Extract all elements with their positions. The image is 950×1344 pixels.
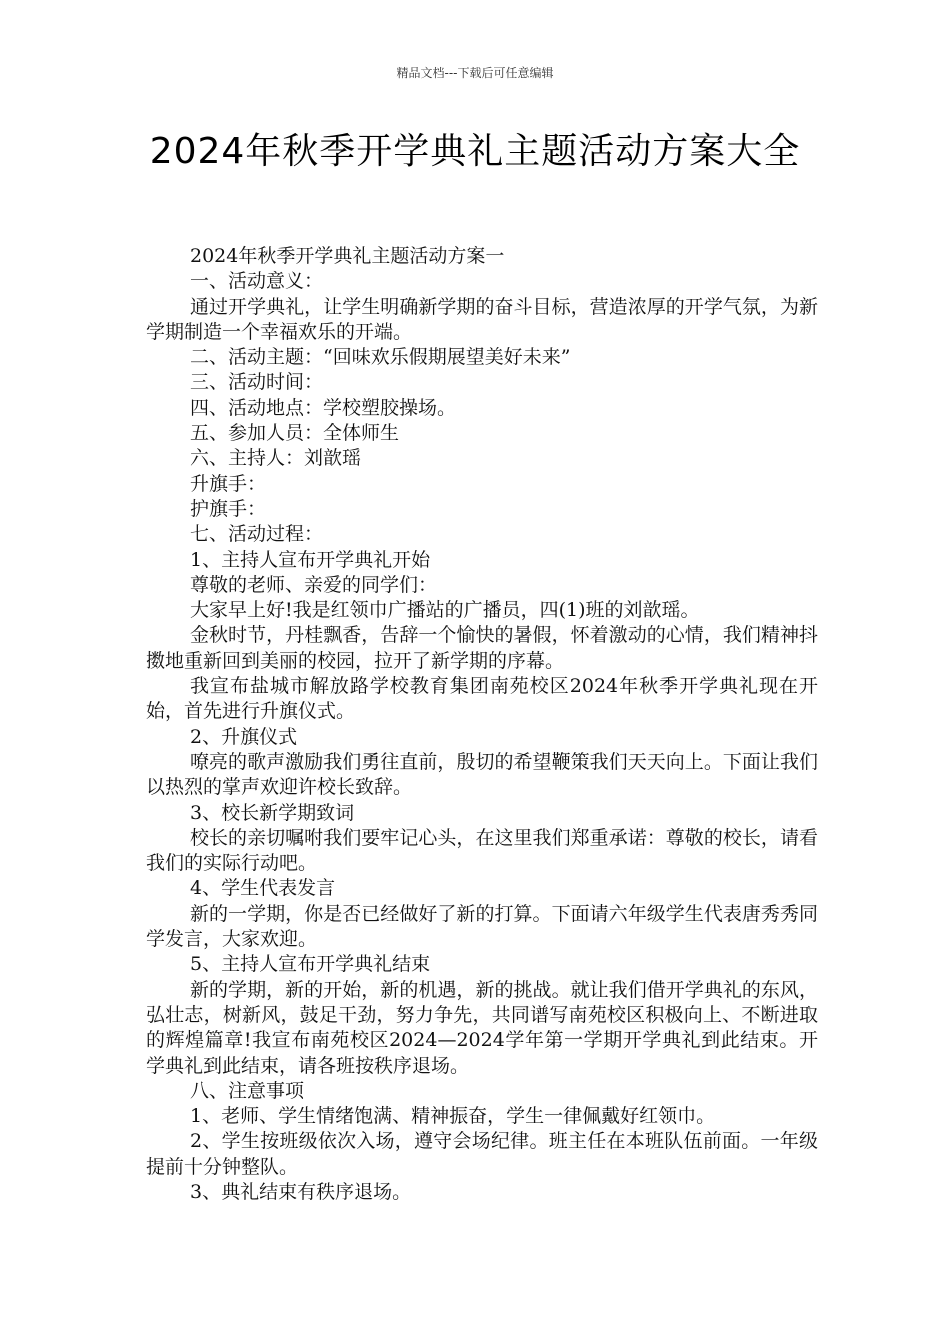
paragraph: 五、参加人员：全体师生 <box>190 422 400 445</box>
paragraph: 一、活动意义： <box>190 270 324 293</box>
paragraph: 二、活动主题：“回味欢乐假期展望美好未来” <box>190 346 571 369</box>
document-title: 2024年秋季开学典礼主题活动方案大全 <box>149 131 801 172</box>
paragraph: 2024年秋季开学典礼主题活动方案一 <box>190 245 505 267</box>
paragraph: 七、活动过程： <box>190 523 324 546</box>
paragraph: 尊敬的老师、亲爱的同学们： <box>190 573 438 596</box>
paragraph: 大家早上好!我是红领巾广播站的广播员，四(1)班的刘歆瑶。 <box>190 599 700 622</box>
paragraph: 护旗手： <box>190 497 267 520</box>
paragraph: 新的学期，新的开始，新的机遇，新的挑战。就让我们借开学典礼的东风，弘壮志，树新风，鼓足干劲，努力争先，共同谱写南苑校区积极向上、不断进取的辉煌篇章!我宣布南苑校区2024—2024学年第一学期开学典礼到此结束。开学典礼到此结束，请各班按秩序退场。 <box>146 978 818 1077</box>
paragraph: 我宣布盐城市解放路学校教育集团南苑校区2024年秋季开学典礼现在开始，首先进行升旗仪式。 <box>146 675 818 723</box>
paragraph: 1、主持人宣布开学典礼开始 <box>190 548 431 571</box>
paragraph: 八、注意事项 <box>190 1079 305 1102</box>
paragraph: 金秋时节，丹桂飘香，告辞一个愉快的暑假，怀着激动的心情，我们精神抖擞地重新回到美丽的校园，拉开了新学期的序幕。 <box>146 624 818 672</box>
paragraph: 通过开学典礼，让学生明确新学期的奋斗目标，营造浓厚的开学气氛，为新学期制造一个幸福欢乐的开端。 <box>146 295 818 343</box>
paragraph: 升旗手： <box>190 472 267 495</box>
paragraph: 2、升旗仪式 <box>190 725 298 748</box>
paragraph: 4、学生代表发言 <box>190 877 336 900</box>
paragraph: 三、活动时间： <box>190 371 324 394</box>
paragraph: 5、主持人宣布开学典礼结束 <box>190 953 431 976</box>
paragraph: 校长的亲切嘱咐我们要牢记心头，在这里我们郑重承诺：尊敬的校长，请看我们的实际行动吧。 <box>146 826 818 875</box>
paragraph: 新的一学期，你是否已经做好了新的打算。下面请六年级学生代表唐秀秀同学发言，大家欢迎。 <box>146 902 818 951</box>
paragraph: 3、校长新学期致词 <box>190 801 355 824</box>
paragraph: 四、活动地点：学校塑胶操场。 <box>190 396 457 419</box>
paragraph: 3、典礼结束有秩序退场。 <box>190 1180 412 1203</box>
paragraph: 1、老师、学生情绪饱满、精神振奋，学生一律佩戴好红领巾。 <box>190 1105 716 1128</box>
document-body <box>146 244 818 1205</box>
page-header: 精品文档---下载后可任意编辑 <box>396 66 554 80</box>
paragraph: 嘹亮的歌声激励我们勇往直前，殷切的希望鞭策我们天天向上。下面让我们以热烈的掌声欢迎许校长致辞。 <box>146 750 818 799</box>
paragraph: 2、学生按班级依次入场，遵守会场纪律。班主任在本班队伍前面。一年级提前十分钟整队。 <box>146 1130 818 1178</box>
paragraph: 六、主持人：刘歆瑶 <box>190 447 362 470</box>
